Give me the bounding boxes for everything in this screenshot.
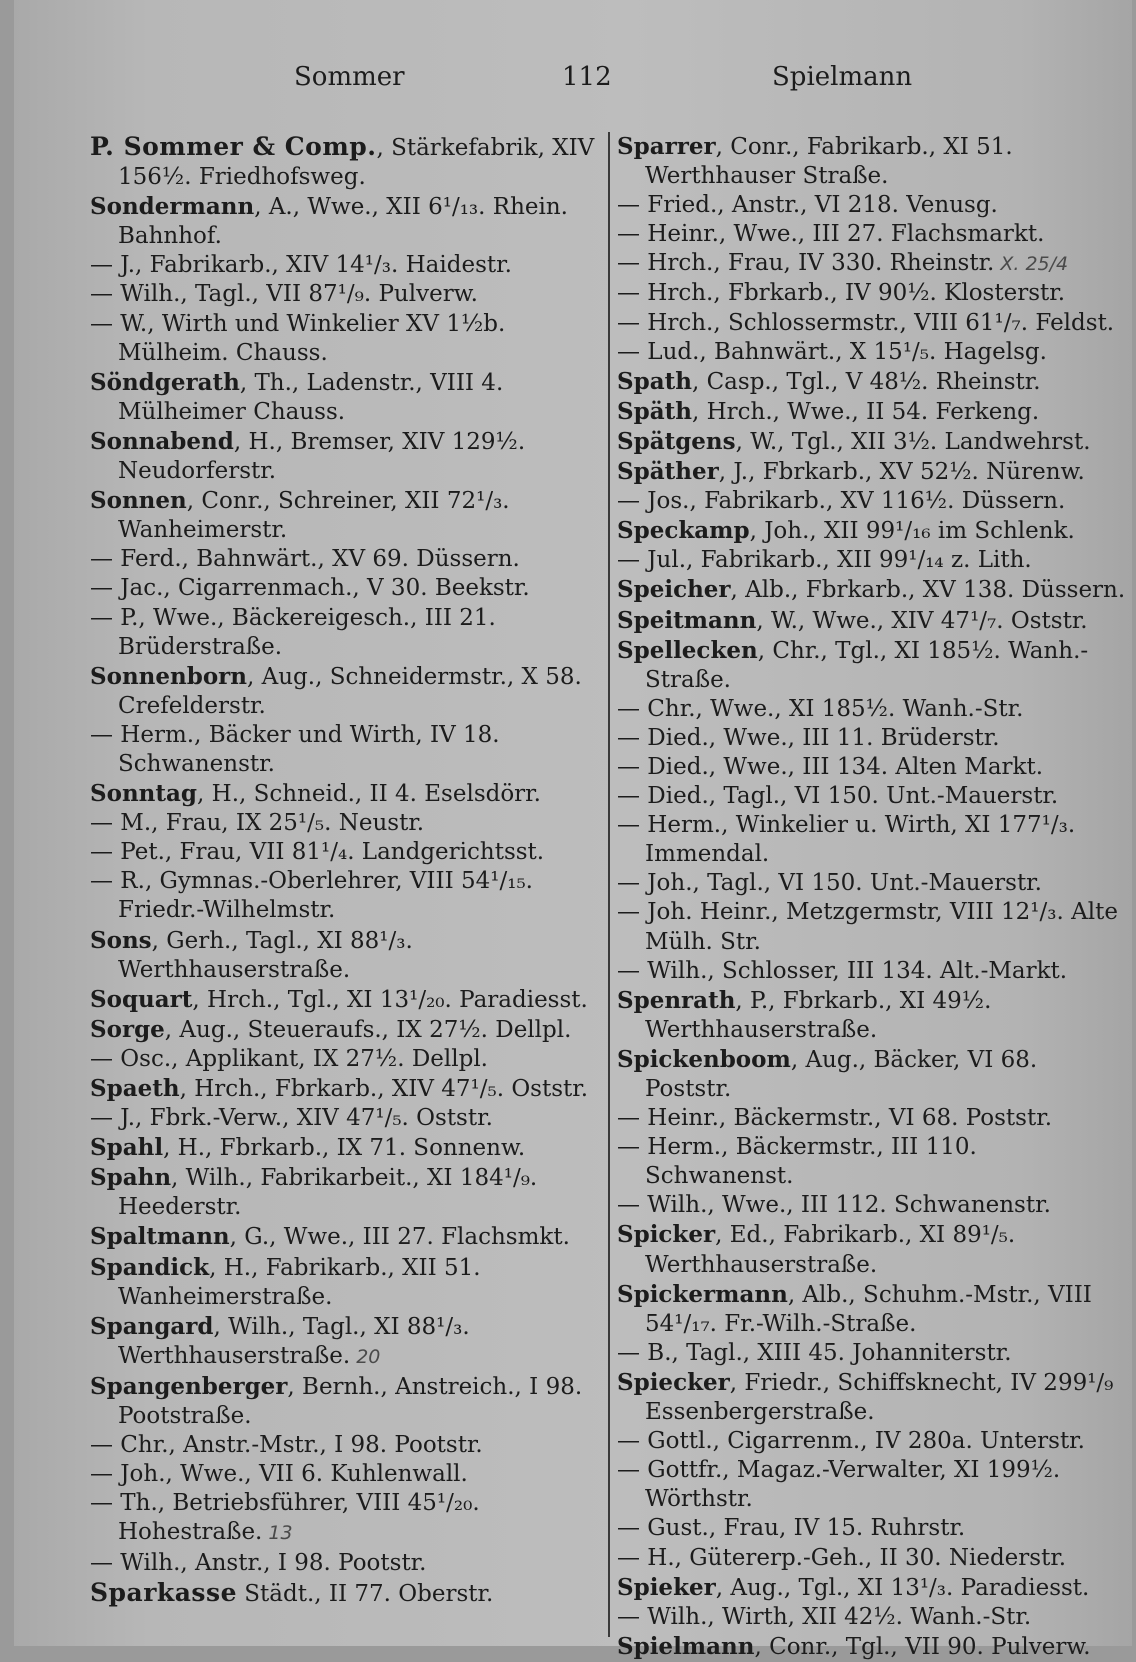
directory-entry: [90, 1549, 610, 1578]
directory-entry: [617, 1104, 1127, 1133]
entry-details: , Stärkefabrik, XIV 156½. Friedhofsweg.: [118, 135, 595, 191]
entry-details: — Jac., Cigarrenmach., V 30. Beekstr.: [90, 575, 530, 602]
directory-entry: [617, 1280, 1127, 1339]
entry-details: — H., Gütererp.-Geh., II 30. Niederstr.: [617, 1544, 1067, 1571]
entry-details: , H., Schneid., II 4. Eselsdörr.: [197, 781, 541, 808]
directory-entry: [617, 1573, 1127, 1603]
directory-entry: [617, 782, 1127, 811]
entry-details: — M., Frau, IX 25¹/₅. Neustr.: [90, 810, 425, 837]
entry-details: , Aug., Steueraufs., IX 27½. Dellpl.: [164, 1016, 572, 1043]
directory-entry: [90, 1372, 610, 1431]
entry-details: , Chr., Tgl., XI 185½. Wanh.-Straße.: [645, 637, 1089, 693]
directory-entry: [617, 1632, 1127, 1662]
directory-entry: [90, 1074, 610, 1104]
entry-details: — Joh., Wwe., VII 6. Kuhlenwall.: [90, 1461, 468, 1488]
directory-entry: [90, 1460, 610, 1489]
directory-entry: [90, 1431, 610, 1460]
handwritten-note: 13: [268, 1522, 293, 1545]
entry-surname: Speitmann: [617, 606, 757, 634]
entry-details: — Ferd., Bahnwärt., XV 69. Düssern.: [90, 546, 520, 573]
page-number: 112: [562, 62, 612, 92]
entry-details: — Wilh., Schlosser, III 134. Alt.-Markt.: [617, 957, 1068, 984]
entry-surname: Spickermann: [617, 1280, 788, 1308]
entry-details: , Ed., Fabrikarb., XI 89¹/₅. Werthhauserstraße.: [645, 1222, 1016, 1278]
entry-details: , Aug., Schneidermstr., X 58. Crefelderstr.: [118, 663, 582, 719]
entry-surname: Spangenberger: [90, 1372, 288, 1400]
directory-entry: [617, 516, 1127, 546]
entry-details: — Died., Tagl., VI 150. Unt.-Mauerstr.: [617, 783, 1059, 810]
directory-entry: [617, 753, 1127, 782]
entry-details: — Died., Wwe., III 11. Brüderstr.: [617, 724, 1000, 751]
entry-details: — J., Fabrikarb., XIV 14¹/₃. Haidestr.: [90, 252, 512, 279]
directory-entry: [617, 457, 1127, 487]
entry-surname: Spaeth: [90, 1075, 180, 1102]
directory-entry: [617, 279, 1127, 308]
entry-details: — Wilh., Wirth, XII 42½. Wanh.-Str.: [617, 1603, 1032, 1630]
entry-details: , W., Wwe., XIV 47¹/₇. Oststr.: [756, 607, 1088, 634]
directory-entry: [90, 310, 610, 368]
entry-details: — Jul., Fabrikarb., XII 99¹/₁₄ z. Lith.: [617, 547, 1032, 574]
directory-entry: [90, 132, 610, 192]
directory-entry: [90, 574, 610, 603]
directory-entry: [90, 926, 610, 985]
directory-entry: [90, 838, 610, 867]
entry-details: — Wilh., Wwe., III 112. Schwanenstr.: [617, 1192, 1051, 1219]
directory-entry: [617, 220, 1127, 249]
entry-details: , Conr., Schreiner, XII 72¹/₃. Wanheimerstr.: [118, 488, 510, 544]
directory-entry: [90, 486, 610, 545]
entry-details: , Bernh., Anstreich., I 98. Pootstraße.: [118, 1373, 583, 1430]
entry-details: — Hrch., Fbrkarb., IV 90½. Klosterstr.: [617, 280, 1066, 307]
entry-surname: Späther: [617, 458, 719, 486]
directory-entry: [617, 367, 1127, 397]
entry-details: , Joh., XII 99¹/₁₆ im Schlenk.: [749, 518, 1075, 545]
entry-details: — R., Gymnas.-Oberlehrer, VIII 54¹/₁₅. Friedr.-Wilhelmstr.: [90, 868, 533, 924]
entry-surname: Spielmann: [617, 1632, 755, 1660]
entry-details: , G., Wwe., III 27. Flachsmkt.: [229, 1224, 570, 1251]
directory-entry: [617, 575, 1127, 605]
entry-details: , Wilh., Tagl., XI 88¹/₃. Werthhauserstraße.: [118, 1313, 470, 1369]
entry-details: — B., Tagl., XIII 45. Johanniterstr.: [617, 1339, 1012, 1366]
entry-details: — Joh., Tagl., VI 150. Unt.-Mauerstr.: [617, 870, 1042, 897]
entry-details: — Gust., Frau, IV 15. Ruhrstr.: [617, 1515, 966, 1542]
directory-entry: [617, 249, 1127, 279]
directory-entry: [617, 636, 1127, 695]
left-column: [90, 132, 610, 1637]
entry-details: , H., Fbrkarb., IX 71. Sonnenw.: [163, 1135, 526, 1162]
directory-entry: [617, 869, 1127, 898]
directory-entry: [90, 192, 610, 251]
directory-entry: [90, 779, 610, 809]
entry-surname: Sonnen: [90, 487, 187, 515]
entry-surname: Spandick: [90, 1253, 210, 1281]
directory-entry: [90, 1133, 610, 1163]
entry-surname: Spieker: [617, 1573, 716, 1601]
entry-surname: Spahl: [90, 1134, 164, 1162]
entry-surname: P. Sommer & Comp.: [90, 132, 377, 161]
entry-surname: Sonntag: [90, 780, 198, 808]
entry-details: — Hrch., Frau, IV 330. Rheinstr.: [617, 250, 995, 277]
entry-details: — W., Wirth und Winkelier XV 1½b. Mülheim. Chauss.: [90, 310, 506, 366]
entry-details: — Wilh., Anstr., I 98. Pootstr.: [90, 1549, 427, 1576]
entry-details: — Fried., Anstr., VI 218. Venusg.: [617, 192, 998, 219]
header-first-name: Sommer: [294, 62, 405, 92]
entry-surname: Spenrath: [617, 986, 736, 1014]
entry-details: — Herm., Winkelier u. Wirth, XI 177¹/₃. Immendal.: [617, 812, 1076, 868]
entry-details: , Hrch., Wwe., II 54. Ferkeng.: [691, 398, 1040, 425]
handwritten-note: 20: [356, 1345, 381, 1368]
directory-entry: [617, 1456, 1127, 1514]
directory-entry: [90, 1104, 610, 1133]
directory-entry: [617, 724, 1127, 753]
entry-details: — Pet., Frau, VII 81¹/₄. Landgerichtsst.: [90, 839, 545, 866]
directory-entry: [617, 546, 1127, 575]
entry-details: , Gerh., Tagl., XI 88¹/₃. Werthhauserstraße.: [118, 927, 413, 983]
directory-entry: [90, 867, 610, 925]
directory-entry: [617, 1133, 1127, 1191]
entry-details: , Hrch., Tgl., XI 13¹/₂₀. Paradiesst.: [192, 986, 588, 1013]
directory-entry: [617, 957, 1127, 986]
entry-details: , Conr., Fabrikarb., XI 51. Werthhauser Straße.: [645, 134, 1013, 190]
entry-details: — Gottl., Cigarrenm., IV 280a. Unterstr.: [617, 1428, 1085, 1455]
entry-details: — Jos., Fabrikarb., XV 116½. Düssern.: [617, 488, 1066, 515]
directory-entry: [617, 1220, 1127, 1279]
right-column: [617, 132, 1127, 1660]
entry-details: — Lud., Bahnwärt., X 15¹/₅. Hagelsg.: [617, 338, 1047, 365]
directory-entry: [90, 1015, 610, 1045]
entry-details: — Died., Wwe., III 134. Alten Markt.: [617, 753, 1044, 780]
entry-surname: Soquart: [90, 985, 193, 1013]
directory-entry: [617, 986, 1127, 1045]
entry-details: — Herm., Bäckermstr., III 110. Schwanenst.: [617, 1134, 977, 1190]
directory-entry: [617, 1368, 1127, 1427]
directory-entry: [90, 809, 610, 838]
entry-details: , Aug., Tgl., XI 13¹/₃. Paradiesst.: [715, 1574, 1090, 1601]
directory-entry: [617, 1045, 1127, 1104]
entry-details: , W., Tgl., XII 3½. Landwehrst.: [735, 428, 1091, 455]
entry-surname: Spiecker: [617, 1368, 730, 1396]
directory-entry: [90, 368, 610, 427]
entry-details: , P., Fbrkarb., XI 49½. Werthhauserstraße.: [645, 987, 992, 1043]
column-divider: [608, 132, 610, 1637]
entry-details: , J., Fbrkarb., XV 52½. Nürenw.: [718, 459, 1085, 486]
entry-details: — Chr., Wwe., XI 185½. Wanh.-Str.: [617, 695, 1024, 722]
entry-surname: Sonnabend: [90, 427, 234, 455]
entry-details: , Hrch., Fbrkarb., XIV 47¹/₅. Oststr.: [179, 1076, 589, 1102]
entry-details: — Osc., Applikant, IX 27½. Dellpl.: [90, 1045, 488, 1072]
directory-entry: [617, 898, 1127, 956]
entry-surname: Sorge: [90, 1015, 165, 1043]
directory-entry: [617, 309, 1127, 338]
directory-entry: [617, 191, 1127, 220]
entry-details: , Wilh., Fabrikarbeit., XI 184¹/₉. Heederstr.: [118, 1165, 538, 1221]
entry-details: — P., Wwe., Bäckereigesch., III 21. Brüderstraße.: [90, 604, 496, 660]
entry-details: — Th., Betriebsführer, VIII 45¹/₂₀. Hohestraße.: [90, 1490, 480, 1546]
directory-entry: [617, 1427, 1127, 1456]
entry-surname: Speicher: [617, 576, 731, 604]
directory-entry: [617, 397, 1127, 427]
entry-surname: Spahn: [90, 1164, 172, 1192]
directory-entry: [617, 487, 1127, 516]
directory-entry: [90, 427, 610, 486]
directory-entry: [617, 606, 1127, 636]
entry-details: , A., Wwe., XII 6¹/₁₃. Rhein. Bahnhof.: [118, 194, 568, 250]
directory-entry: [617, 1514, 1127, 1543]
entry-details: — Chr., Anstr.-Mstr., I 98. Pootstr.: [90, 1432, 483, 1459]
directory-entry: [617, 427, 1127, 457]
directory-entry: [90, 1163, 610, 1222]
entry-surname: Sondermann: [90, 193, 255, 221]
entry-details: — Gottfr., Magaz.-Verwalter, XI 199½. Wörthstr.: [617, 1457, 1061, 1513]
entry-details: — Joh. Heinr., Metzgermstr, VIII 12¹/₃. Alte Mülh. Str.: [617, 899, 1118, 955]
entry-surname: Späth: [617, 397, 692, 425]
entry-surname: Sparkasse: [90, 1577, 237, 1607]
entry-surname: Sons: [90, 926, 152, 954]
directory-entry: [617, 338, 1127, 367]
entry-surname: Spätgens: [617, 427, 736, 455]
directory-entry: [90, 662, 610, 721]
directory-entry: [90, 1312, 610, 1372]
directory-entry: [90, 280, 610, 309]
directory-entry: [90, 721, 610, 779]
entry-details: — Heinr., Bäckermstr., VI 68. Poststr.: [617, 1105, 1053, 1132]
directory-entry: [90, 604, 610, 662]
directory-entry: [617, 1339, 1127, 1368]
entry-details: , Casp., Tgl., V 48½. Rheinstr.: [691, 368, 1041, 395]
entry-surname: Spellecken: [617, 636, 758, 664]
entry-details: , Friedr., Schiffsknecht, IV 299¹/₉ Essenbergerstraße.: [645, 1369, 1114, 1426]
entry-surname: Sonnenborn: [90, 662, 248, 690]
entry-details: — Herm., Bäcker und Wirth, IV 18. Schwanenstr.: [90, 721, 500, 777]
entry-surname: Söndgerath: [90, 368, 240, 396]
entry-surname: Sparrer: [617, 133, 716, 160]
directory-entry: [617, 1603, 1127, 1632]
entry-details: — Heinr., Wwe., III 27. Flachsmarkt.: [617, 221, 1045, 248]
entry-details: , Conr., Tgl., VII 90. Pulverw.: [754, 1633, 1091, 1660]
directory-page: [14, 0, 1132, 1660]
directory-entry: [617, 811, 1127, 869]
entry-details: , Alb., Fbrkarb., XV 138. Düssern.: [730, 577, 1126, 604]
directory-entry: [90, 985, 610, 1015]
handwritten-note: X. 25/4: [1000, 253, 1069, 276]
entry-surname: Spaltmann: [90, 1223, 230, 1251]
directory-entry: [90, 1222, 610, 1252]
header-last-name: Spielmann: [772, 62, 913, 92]
directory-entry: [617, 1191, 1127, 1220]
directory-entry: [90, 545, 610, 574]
entry-details: , Alb., Schuhm.-Mstr., VIII 54¹/₁₇. Fr.-Wilh.-Straße.: [645, 1281, 1092, 1337]
entry-surname: Spangard: [90, 1312, 214, 1340]
directory-entry: [90, 251, 610, 280]
page-header: [14, 62, 1132, 102]
entry-details: , H., Bremser, XIV 129½. Neudorferstr.: [118, 428, 526, 485]
entry-surname: Spickenboom: [617, 1045, 791, 1073]
entry-details: — Wilh., Tagl., VII 87¹/₉. Pulverw.: [90, 281, 478, 308]
entry-details: — Hrch., Schlossermstr., VIII 61¹/₇. Feldst.: [617, 309, 1115, 336]
directory-entry: [617, 1544, 1127, 1573]
directory-entry: [617, 132, 1127, 191]
entry-surname: Spath: [617, 367, 692, 395]
directory-entry: [617, 695, 1127, 724]
entry-details: Städt., II 77. Oberstr.: [236, 1580, 494, 1607]
entry-details: — J., Fbrk.-Verw., XIV 47¹/₅. Oststr.: [90, 1105, 493, 1132]
directory-entry: [90, 1489, 610, 1548]
directory-entry: [90, 1578, 610, 1609]
entry-surname: Spicker: [617, 1221, 716, 1249]
directory-entry: [90, 1253, 610, 1312]
entry-details: , Aug., Bäcker, VI 68. Poststr.: [645, 1046, 1038, 1102]
entry-details: , Th., Ladenstr., VIII 4. Mülheimer Chauss.: [118, 369, 504, 425]
directory-entry: [90, 1045, 610, 1074]
entry-details: , H., Fabrikarb., XII 51. Wanheimerstraße.: [118, 1254, 481, 1310]
entry-surname: Speckamp: [617, 517, 750, 545]
